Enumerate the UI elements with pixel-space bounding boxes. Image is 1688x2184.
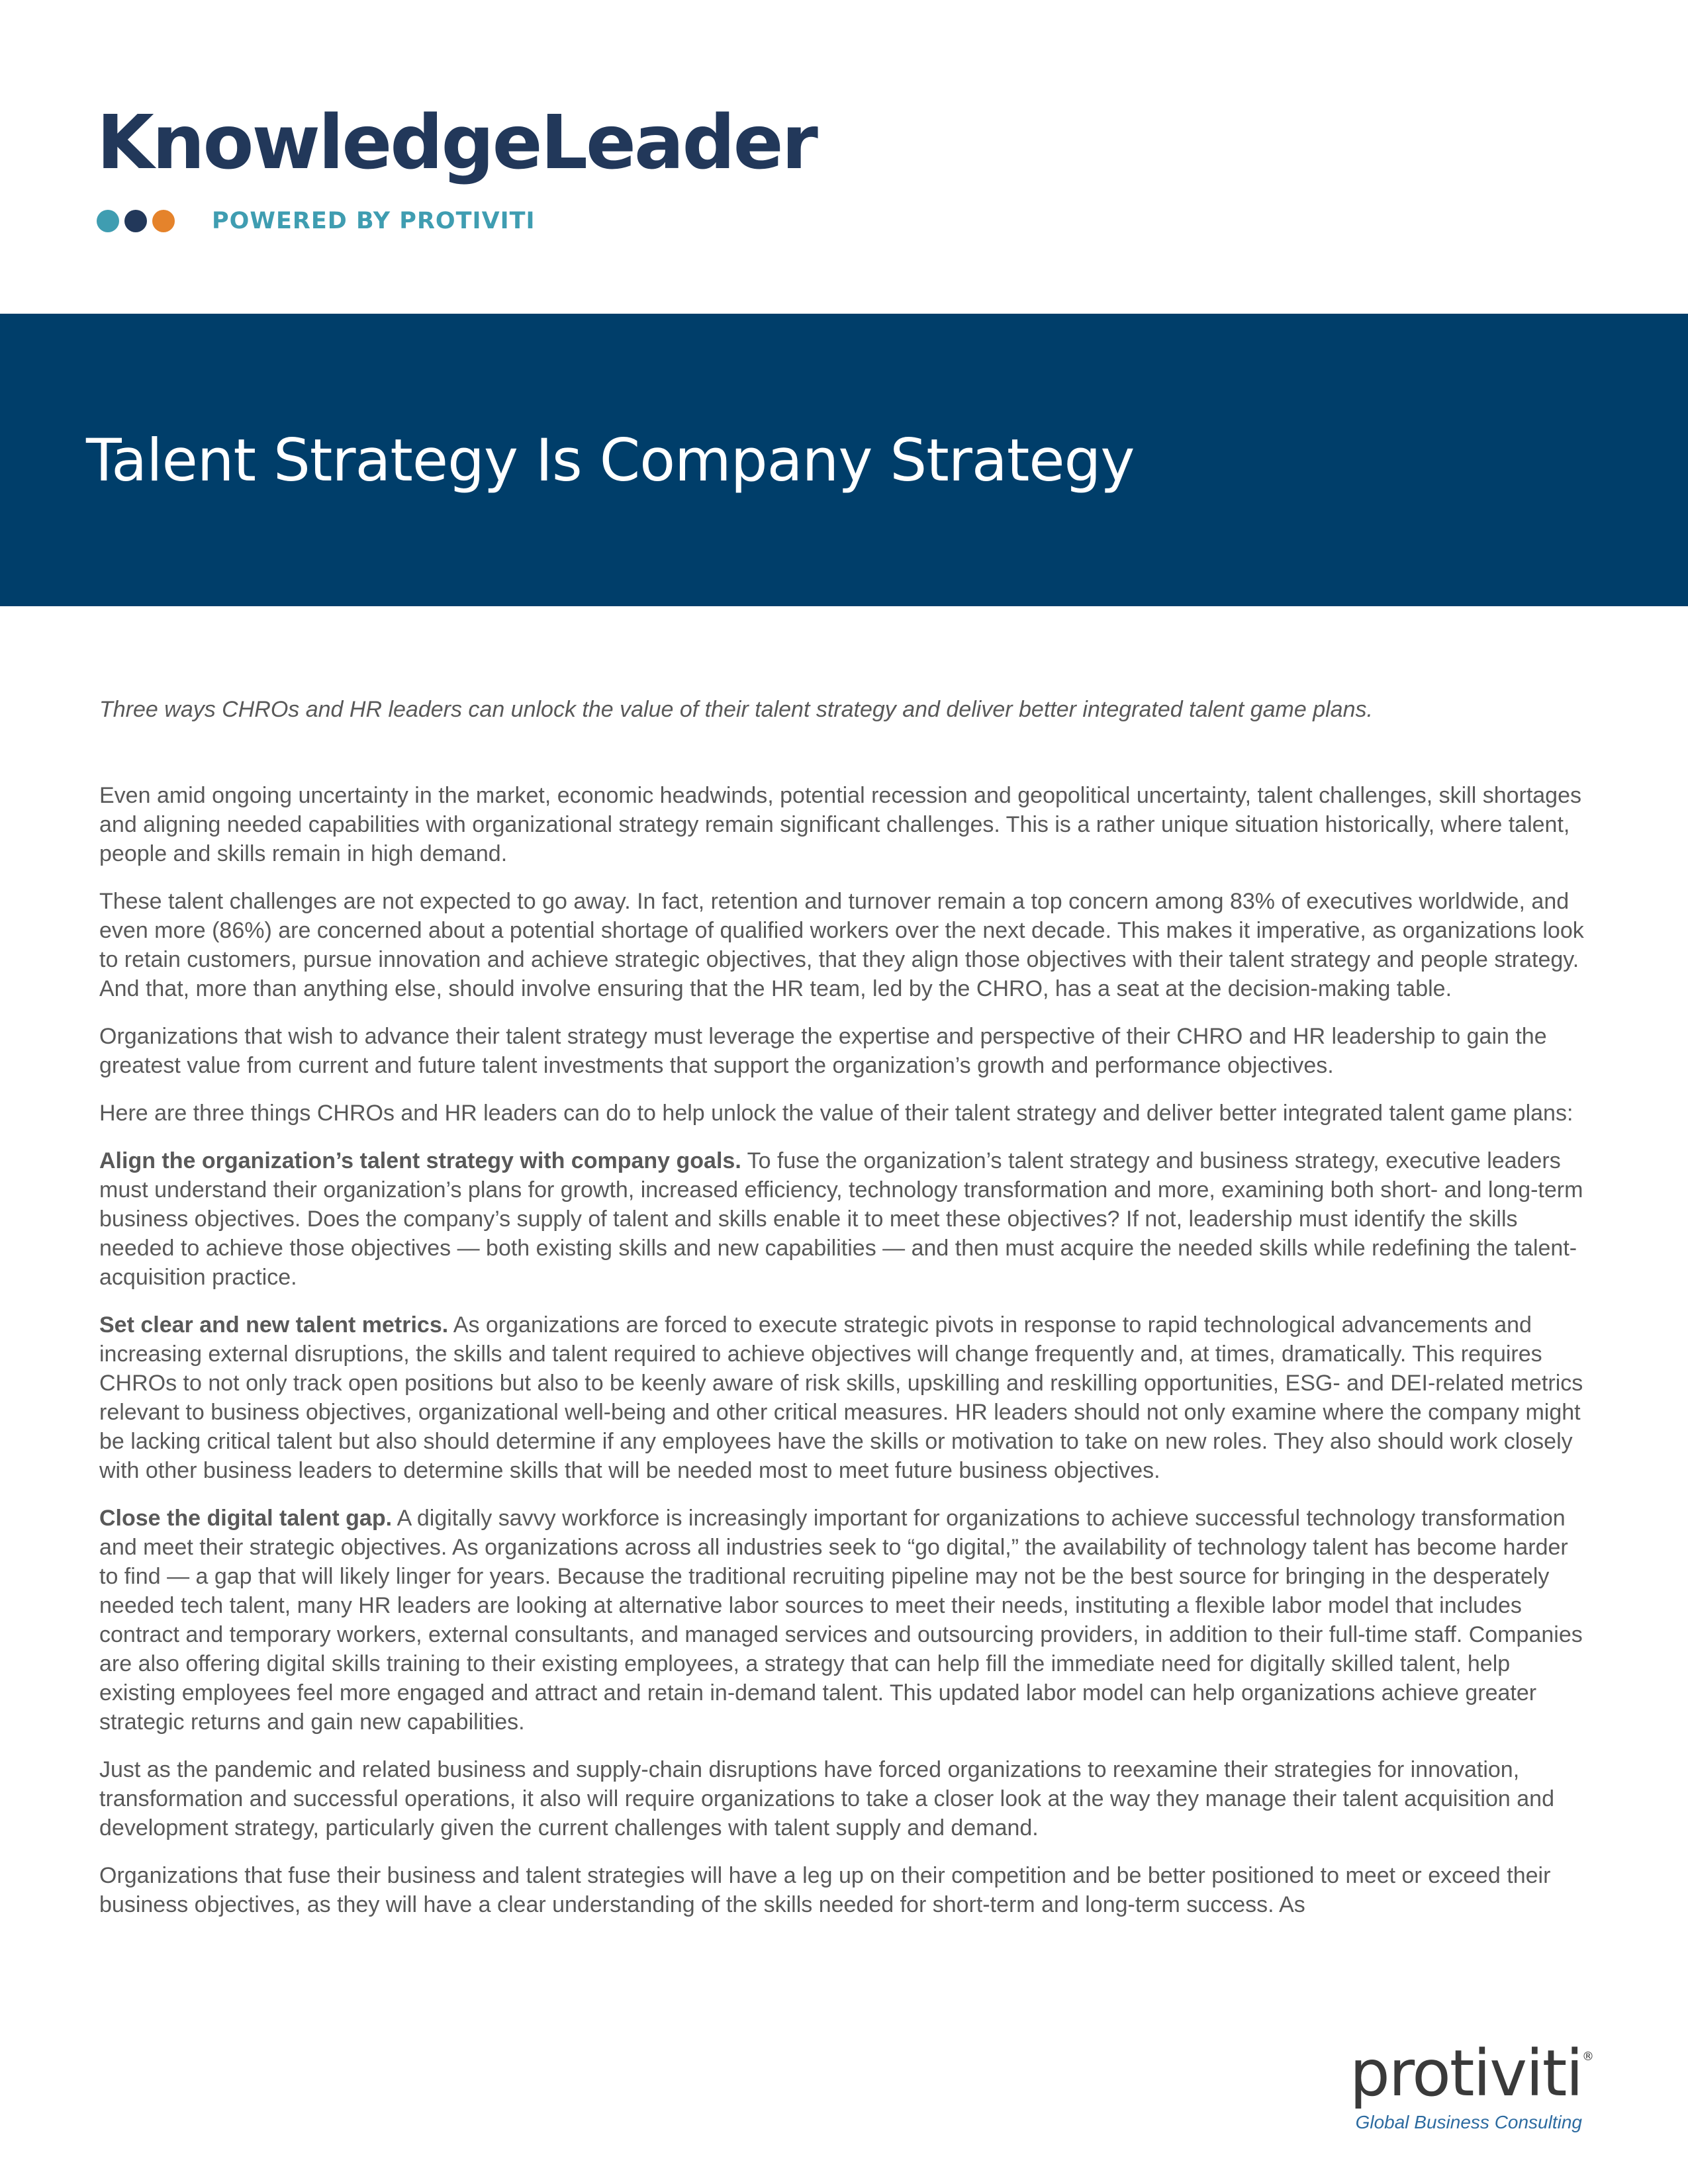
teal-dot-icon bbox=[97, 210, 119, 232]
protiviti-logo bbox=[1331, 2036, 1593, 2133]
paragraph-text: Even amid ongoing uncertainty in the market, economic headwinds, potential recession and geopolitical uncertainty, talent challenges, skill shortages and aligning needed capabilities with organizational strategy remain significant challenges. This is a rather unique situation historically, where talent, people and skills remain in high demand. bbox=[99, 783, 1582, 867]
paragraph-lead: Align the organization’s talent strategy with company goals. bbox=[99, 1148, 741, 1174]
paragraph-text: To fuse the organization’s talent strategy and business strategy, executive leaders must understand their organization’s plans for growth, increased efficiency, technology transformation and more, examining both short- and long-term business objectives. Does the company’s supply of talent and skills enable it to meet these objectives? If not, leadership must identify the skills needed to achieve those objectives — both existing skills and new capabilities — and then must acquire the needed skills while redefining the talent-acquisition practice. bbox=[99, 1148, 1583, 1291]
powered-by-label: POWERED BY PROTIVITI bbox=[212, 208, 536, 234]
knowledgeleader-logo bbox=[97, 100, 816, 234]
paragraph-lead: Close the digital talent gap. bbox=[99, 1506, 393, 1531]
registered-mark: ® bbox=[1582, 2050, 1593, 2064]
protiviti-wordmark bbox=[1331, 2036, 1593, 2111]
paragraph-text: A digitally savvy workforce is increasingly important for organizations to achieve successful technology transformation and meet their strategic objectives. As organizations across all industries seek to “go digital,” the availability of technology talent has become harder to find — a gap that will likely linger for years. Because the traditional recruiting pipeline may not be the best source for bringing in the desperately needed tech talent, many HR leaders are looking at alternative labor sources to meet their needs, instituting a flexible labor model that includes contract and temporary workers, external consultants, and managed services and outsourcing providers, in addition to their full-time staff. Companies are also offering digital skills training to their existing employees, a strategy that can help fill the immediate need for digitally skilled talent, help existing employees feel more engaged and attract and retain in-demand talent. This updated labor model can help organizations achieve greater strategic returns and gain new capabilities. bbox=[99, 1506, 1583, 1735]
article-subtitle: Three ways CHROs and HR leaders can unlock the value of their talent strategy and deliver better integrated talent game plans. bbox=[99, 697, 1373, 722]
paragraph bbox=[99, 1755, 1592, 1843]
paragraph bbox=[99, 1099, 1592, 1128]
navy-dot-icon bbox=[124, 210, 147, 232]
paragraph-text: As organizations are forced to execute strategic pivots in response to rapid technological advancements and increasing external disruptions, the skills and talent required to achieve objectives will change frequently and, at times, dramatically. This requires CHROs to not only track open positions but also to be keenly aware of risk skills, upskilling and reskilling opportunities, ESG- and DEI-related metrics relevant to business objectives, organizational well-being and other critical measures. HR leaders should not only examine where the company might be lacking critical talent but also should determine if any employees have the skills or motivation to take on new roles. They also should work closely with other business leaders to determine skills that will be needed most to meet future business objectives. bbox=[99, 1312, 1583, 1484]
paragraph bbox=[99, 1861, 1592, 1919]
brand-name: protiviti bbox=[1349, 2036, 1582, 2111]
page-title: Talent Strategy Is Company Strategy bbox=[86, 426, 1135, 494]
paragraph-text: Organizations that fuse their business and talent strategies will have a leg up on their competition and be better positioned to meet or exceed their business objectives, as they will have a clear understanding of the skills needed for short-term and long-term success. As bbox=[99, 1863, 1551, 1918]
logo-subline bbox=[97, 208, 816, 234]
paragraph bbox=[99, 887, 1592, 1003]
paragraph-text: Just as the pandemic and related business and supply-chain disruptions have forced organizations to reexamine their strategies for innovation, transformation and successful operations, it also will require organizations to take a closer look at the way they manage their talent acquisition and development strategy, particularly given the current challenges with talent supply and demand. bbox=[99, 1757, 1554, 1841]
paragraph-text: These talent challenges are not expected to go away. In fact, retention and turnover remain a top concern among 83% of executives worldwide, and even more (86%) are concerned about a potential shortage of qualified workers over the next decade. This makes it imperative, as organizations look to retain customers, pursue innovation and achieve strategic objectives, that they align those objectives with their talent strategy and people strategy. And that, more than anything else, should involve ensuring that the HR team, led by the CHRO, has a seat at the decision-making table. bbox=[99, 889, 1584, 1002]
logo-title: KnowledgeLeader bbox=[97, 100, 816, 186]
paragraph-lead: Set clear and new talent metrics. bbox=[99, 1312, 449, 1338]
orange-dot-icon bbox=[152, 210, 175, 232]
paragraph-text: Organizations that wish to advance their talent strategy must leverage the expertise and perspective of their CHRO and HR leadership to gain the greatest value from current and future talent investments that support the organization’s growth and performance objectives. bbox=[99, 1024, 1547, 1079]
brand-tagline: Global Business Consulting bbox=[1355, 2112, 1582, 2132]
paragraph bbox=[99, 1022, 1592, 1080]
paragraph bbox=[99, 1310, 1592, 1485]
paragraph-text: Here are three things CHROs and HR leaders can do to help unlock the value of their talent strategy and deliver better integrated talent game plans: bbox=[99, 1101, 1573, 1126]
article-body bbox=[99, 695, 1592, 1938]
paragraph-list bbox=[99, 781, 1592, 1919]
title-banner bbox=[0, 314, 1688, 606]
paragraph bbox=[99, 1146, 1592, 1292]
paragraph bbox=[99, 781, 1592, 868]
paragraph bbox=[99, 1504, 1592, 1737]
